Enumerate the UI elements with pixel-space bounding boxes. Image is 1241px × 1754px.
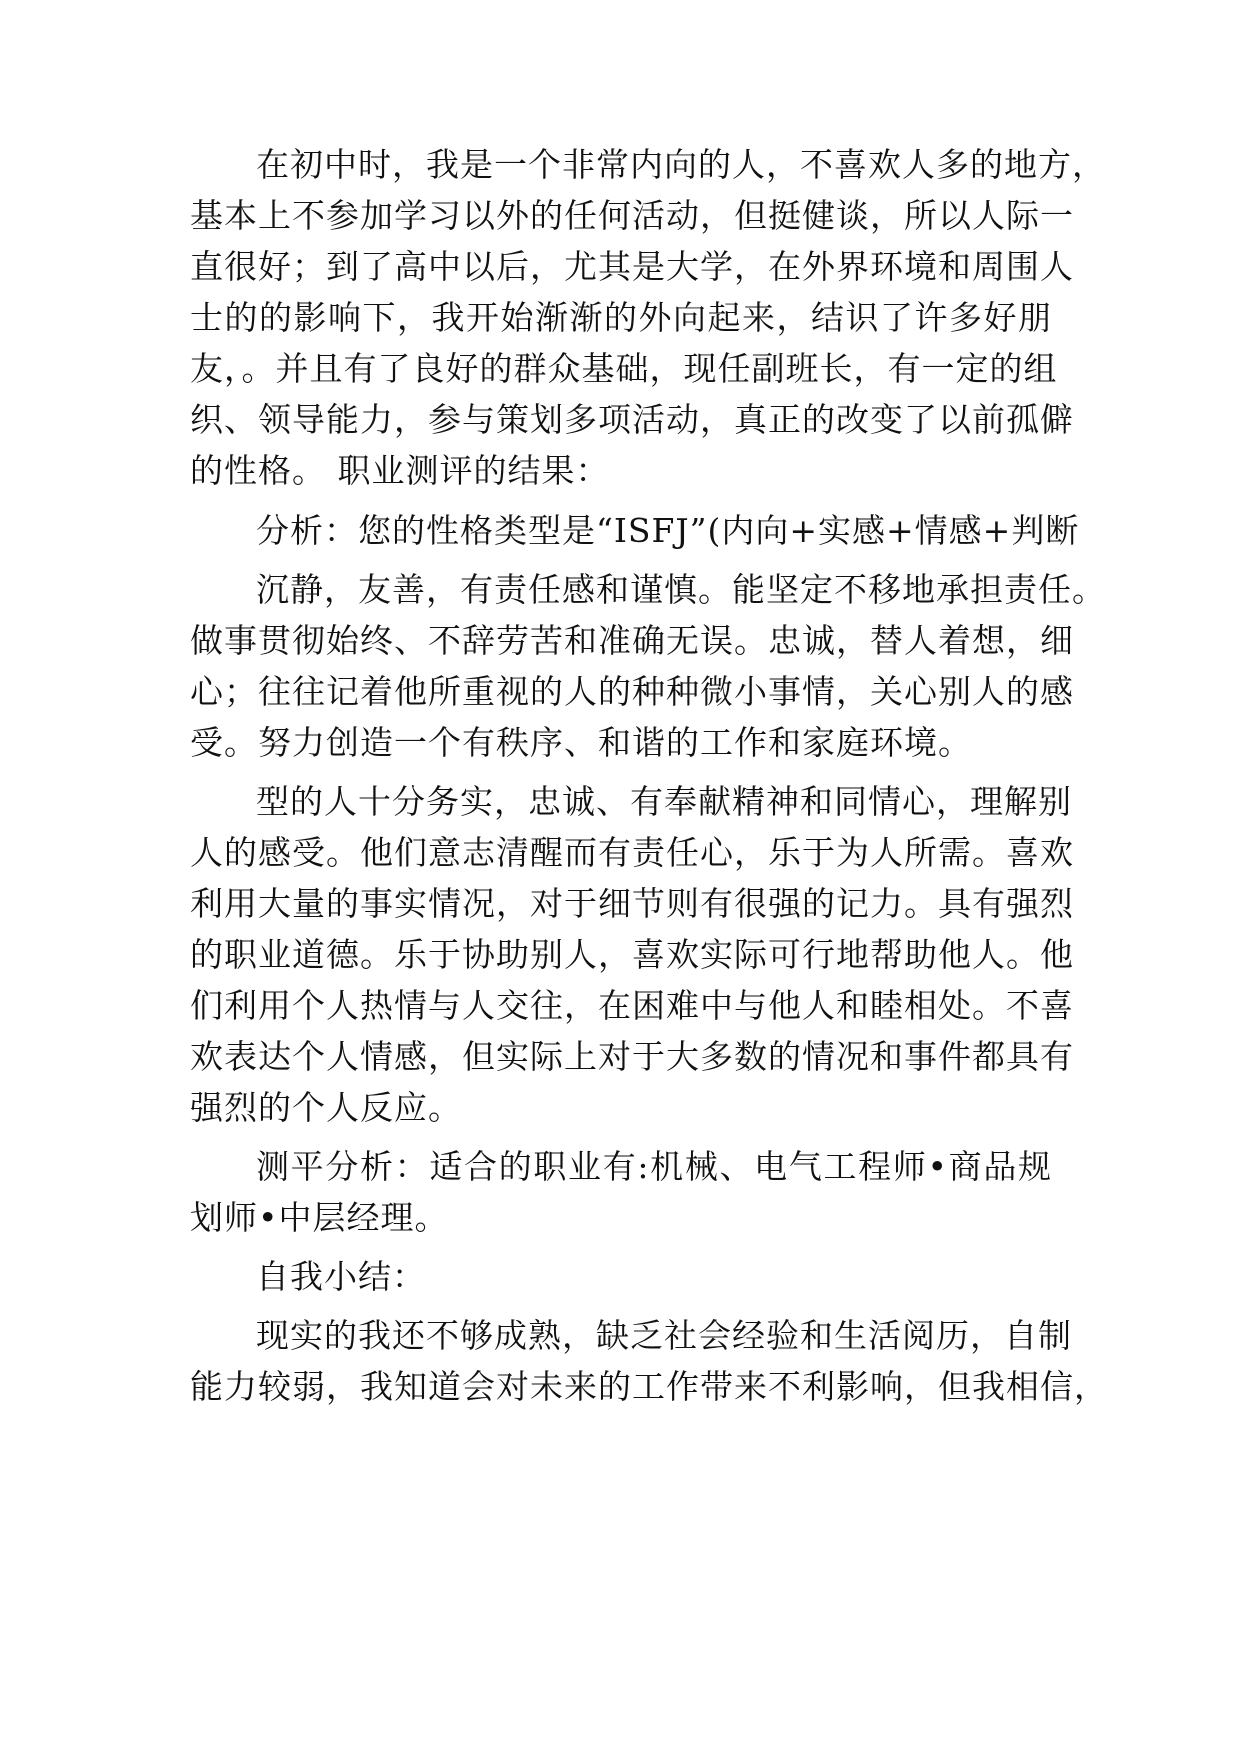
text-line: 测平分析：适合的职业有:机械、电气工程师•商品规	[256, 1147, 1052, 1186]
text-line: 做事贯彻始终、不辞劳苦和准确无误。忠诚，替人着想，细	[190, 621, 1074, 660]
text-line: 直很好；到了高中以后，尤其是大学，在外界环境和周围人	[190, 247, 1074, 286]
text-line: 在初中时，我是一个非常内向的人，不喜欢人多的地方，	[256, 145, 1106, 184]
text-line: 沉静，友善，有责任感和谨慎。能坚定不移地承担责任。	[256, 570, 1106, 609]
text-line: 现实的我还不够成熟，缺乏社会经验和生活阅历，自制	[256, 1316, 1072, 1355]
text-line: 士的的影响下，我开始渐渐的外向起来，结识了许多好朋	[190, 298, 1052, 337]
text-line: 的性格。 职业测评的结果：	[190, 451, 610, 490]
text-line: 们利用个人热情与人交往，在困难中与他人和睦相处。不喜	[190, 986, 1074, 1025]
text-line: 心；往往记着他所重视的人的种种微小事情，关心别人的感	[190, 672, 1074, 711]
text-line: 织、领导能力，参与策划多项活动，真正的改变了以前孤僻	[190, 400, 1074, 439]
text-line: 利用大量的事实情况，对于细节则有很强的记力。具有强烈	[190, 884, 1074, 923]
text-line: 分析：您的性格类型是“ISFJ”(内向+实感+情感+判断	[256, 511, 1080, 550]
text-line: 能力较弱，我知道会对未来的工作带来不利影响，但我相信，	[190, 1367, 1108, 1406]
text-line: 受。努力创造一个有秩序、和谐的工作和家庭环境。	[190, 723, 972, 762]
text-line: 划师•中层经理。	[190, 1198, 449, 1237]
text-line: 自我小结：	[256, 1257, 426, 1296]
text-line: 友，。并且有了良好的群众基础，现任副班长，有一定的组	[190, 349, 1058, 388]
text-line: 型的人十分务实，忠诚、有奉献精神和同情心，理解别	[256, 782, 1072, 821]
text-line: 欢表达个人情感，但实际上对于大多数的情况和事件都具有	[190, 1037, 1074, 1076]
text-line: 基本上不参加学习以外的任何活动，但挺健谈，所以人际一	[190, 196, 1074, 235]
text-line: 的职业道德。乐于协助别人，喜欢实际可行地帮助他人。他	[190, 935, 1074, 974]
text-line: 强烈的个人反应。	[190, 1088, 462, 1127]
text-line: 人的感受。他们意志清醒而有责任心，乐于为人所需。喜欢	[190, 833, 1074, 872]
